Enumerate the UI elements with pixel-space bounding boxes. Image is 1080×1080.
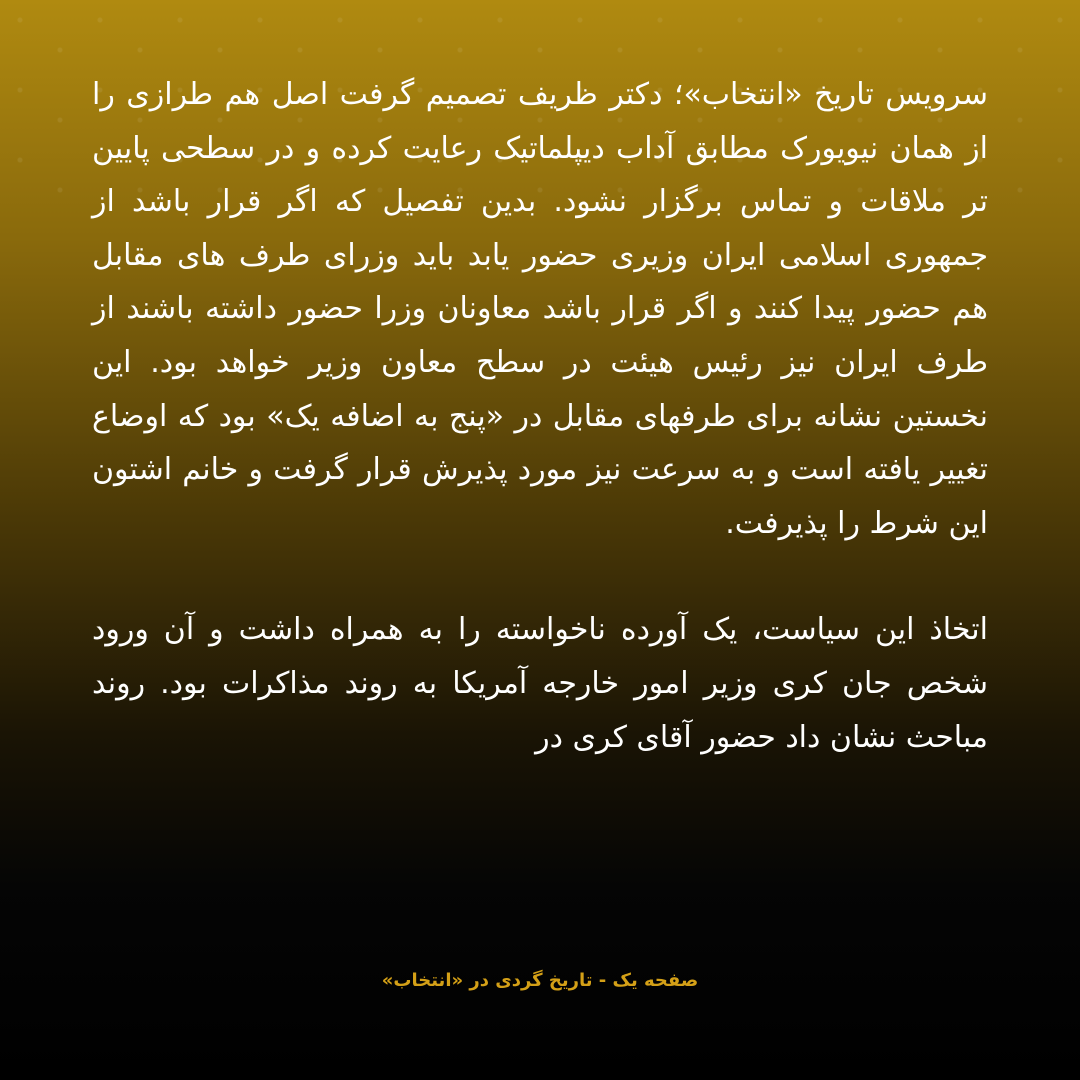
page-footer-caption: صفحه یک - تاریخ گردی در «انتخاب»: [381, 970, 699, 991]
paragraph-2: اتخاذ این سیاست، یک آورده ناخواسته را به همراه داشت و آن ورود شخص جان کری وزیر امور خارجه آمریکا به روند مذاکرات بود. روند مباحث نشان داد حضور آقای کری در: [92, 612, 988, 755]
paragraph-1: سرویس تاریخ «انتخاب»؛ دکتر ظریف تصمیم گرفت اصل هم طرازی را از همان نیویورک مطابق آداب دیپلماتیک رعایت کرده و در سطحی پایین تر ملاقات و تماس برگزار نشود. بدین تفصیل که اگر قرار باشد از جمهوری اسلامی ایران وزیری حضور یابد باید وزرای طرف های مقابل هم حضور پیدا کنند و اگر قرار باشد معاونان وزرا حضور داشته باشند از طرف ایران نیز رئیس هیئت در سطح معاون وزیر خواهد بود. این نخستین نشانه برای طرفهای مقابل در «پنج به اضافه یک» بود که اوضاع تغییر یافته است و به سرعت نیز مورد پذیرش قرار گرفت و خانم اشتون این شرط را پذیرفت.: [92, 77, 988, 541]
article-body: [92, 68, 988, 764]
